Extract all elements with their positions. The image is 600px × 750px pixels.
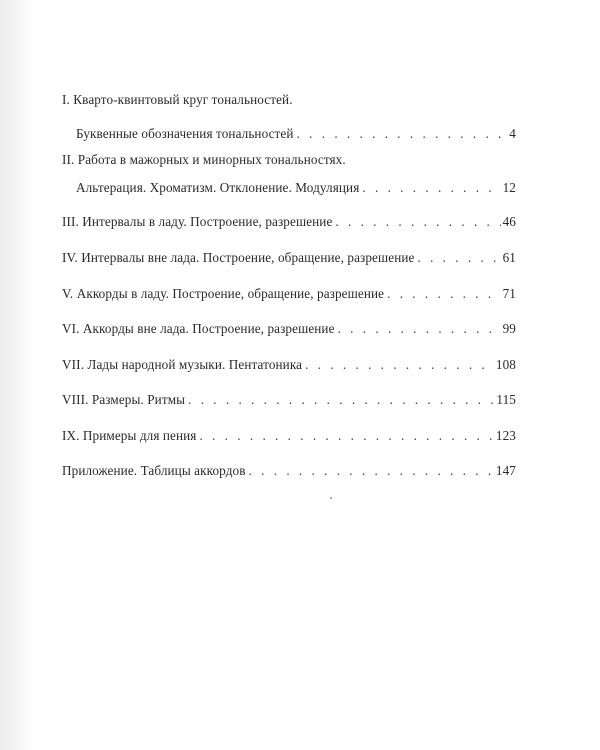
toc-entry-page: 46 bbox=[502, 214, 516, 229]
toc-entry-page: 99 bbox=[502, 321, 516, 336]
toc-entry-title: Альтерация. Хроматизм. Отклонение. Модуляция bbox=[76, 180, 360, 195]
dot-leader bbox=[199, 428, 493, 444]
toc-entry-title: Приложение. Таблицы аккордов bbox=[62, 463, 246, 478]
toc-entry-page: 61 bbox=[502, 250, 516, 265]
toc-entry-5[interactable] bbox=[62, 286, 516, 302]
toc-entry-3[interactable] bbox=[62, 214, 516, 230]
toc-entry-title: IX. Примеры для пения bbox=[62, 428, 197, 443]
dot-leader bbox=[335, 214, 500, 230]
toc-entry-title: Буквенные обозначения тональностей bbox=[76, 126, 294, 141]
dot-leader bbox=[387, 286, 501, 302]
toc-entry-title: V. Аккорды в ладу. Построение, обращение, разрешение bbox=[62, 286, 385, 301]
toc-heading-2: II. Работа в мажорных и минорных тональностях. bbox=[62, 152, 346, 167]
dot-leader bbox=[297, 126, 508, 142]
dot-leader bbox=[362, 180, 500, 196]
scan-speck bbox=[330, 497, 332, 499]
toc-entry-page: 71 bbox=[502, 286, 516, 301]
toc-entry-7[interactable] bbox=[62, 357, 516, 373]
toc-entry-page: 108 bbox=[495, 357, 516, 372]
dot-leader bbox=[249, 463, 494, 479]
page-edge-shadow bbox=[0, 0, 34, 750]
toc-entry-page: 147 bbox=[495, 463, 516, 478]
toc-entry-1[interactable] bbox=[76, 126, 516, 142]
toc-heading-1: I. Кварто-квинтовый круг тональностей. bbox=[62, 92, 293, 107]
dot-leader bbox=[338, 321, 501, 337]
toc-entry-2[interactable] bbox=[76, 180, 516, 196]
toc-entry-title: III. Интервалы в ладу. Построение, разрешение bbox=[62, 214, 333, 229]
dot-leader bbox=[417, 250, 500, 266]
toc-entry-title: VIII. Размеры. Ритмы bbox=[62, 392, 186, 407]
toc-entry-page: 12 bbox=[502, 180, 516, 195]
toc-entry-9[interactable] bbox=[62, 428, 516, 444]
toc-entry-10[interactable] bbox=[62, 463, 516, 479]
toc-entry-title: VII. Лады народной музыки. Пентатоника bbox=[62, 357, 303, 372]
toc-entry-page: 115 bbox=[496, 392, 516, 407]
toc-entry-page: 123 bbox=[495, 428, 516, 443]
toc-entry-6[interactable] bbox=[62, 321, 516, 337]
dot-leader bbox=[188, 392, 494, 408]
dot-leader bbox=[305, 357, 494, 373]
toc-entry-title: VI. Аккорды вне лада. Построение, разрешение bbox=[62, 321, 335, 336]
toc-entry-4[interactable] bbox=[62, 250, 516, 266]
toc-entry-page: 4 bbox=[509, 126, 516, 141]
toc-entry-8[interactable] bbox=[62, 392, 516, 408]
toc-entry-title: IV. Интервалы вне лада. Построение, обращение, разрешение bbox=[62, 250, 415, 265]
